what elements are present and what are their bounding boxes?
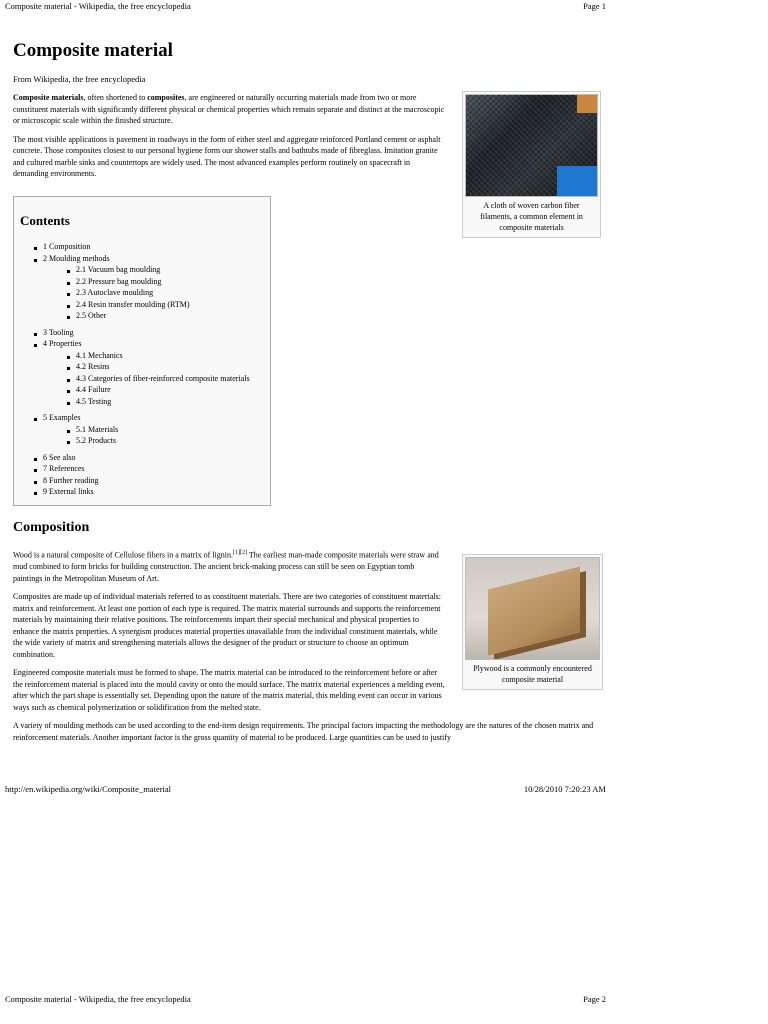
toc-subitem[interactable]: 4.3 Categories of fiber-reinforced composite materials (67, 373, 264, 385)
intro-paragraph-2: The most visible applications is pavement in roadways in the form of either steel and aggregate reinforced Portland cement or asphalt concrete. Those composites closest to our personal hygiene form our shower stalls and bathtubs made of fibreglass. Imitation granite and cultured marble sinks and countertops are widely used. The most advanced examples perform routinely on spacecraft in demanding environments. (13, 134, 441, 178)
page-header-title: Composite material - Wikipedia, the free encyclopedia (5, 1, 191, 11)
toc-item[interactable]: 4 Properties 4.1 Mechanics 4.2 Resins 4.3 Categories of fiber-reinforced composite materials 4.4 Failure 4.5 Testing (34, 338, 264, 407)
intro-paragraph: Composite materials, often shortened to composites, are engineered or naturally occurring materials made from two or more constituent materials with significantly different physical or chemical properties which remain separate and distinct at the macroscopic or microscopic scale within the finished structure. (13, 93, 445, 125)
carbon-fiber-image[interactable] (465, 94, 598, 197)
toc-subitem[interactable]: 2.2 Pressure bag moulding (67, 276, 264, 288)
bold-term: Composite materials (13, 93, 84, 102)
toc-subitem[interactable]: 5.2 Products (67, 435, 264, 447)
toc-subitem[interactable]: 2.5 Other (67, 310, 264, 322)
toc-item[interactable]: 2 Moulding methods 2.1 Vacuum bag moulding 2.2 Pressure bag moulding 2.3 Autoclave moulding 2.4 Resin transfer moulding (RTM) 2.5 Other (34, 253, 264, 322)
toc-subitem[interactable]: 2.1 Vacuum bag moulding (67, 264, 264, 276)
toc-subitem[interactable]: 5.1 Materials (67, 424, 264, 436)
toc-subitem[interactable]: 2.4 Resin transfer moulding (RTM) (67, 299, 264, 311)
composition-paragraph-4: A variety of moulding methods can be used according to the end-item design requirements. The principal factors impacting the methodology are the natures of the chosen matrix and reinforcement materials. Another important factor is the gross quantity of material to be produced. Large quantities can be used to justify (13, 721, 594, 742)
composition-paragraph-3: Engineered composite materials must be formed to shape. The matrix material can be introduced to the reinforcement before or after the reinforcement material is placed into the mould cavity or onto the mould surface. The matrix material experiences a melding event, after which the part shape is essentially set. Depending upon the nature of the matrix material, this melding event can occur in various ways such as chemical polymerization or solidification from the melted state. (13, 668, 445, 712)
article-source: From Wikipedia, the free encyclopedia (13, 74, 146, 84)
toc-item[interactable]: 7 References (34, 463, 264, 475)
citation-link[interactable]: [1][2] (232, 550, 247, 556)
toc-item[interactable]: 1 Composition (34, 241, 264, 253)
composition-paragraph-2: Composites are made up of individual materials referred to as constituent materials. There are two categories of constituent materials: matrix and reinforcement. At least one portion of each type is required. The matrix material surrounds and supports the reinforcement materials by maintaining their relative positions. The reinforcements impart their special mechanical and physical properties to enhance the matrix properties. A synergism produces material properties unavailable from the individual constituent materials, while the wide variety of matrix and strengthening materials allows the designer of the product or structure to choose an optimum combination. (13, 592, 441, 659)
toc-item[interactable]: 8 Further reading (34, 475, 264, 487)
toc-item[interactable]: 5 Examples 5.1 Materials 5.2 Products (34, 412, 264, 447)
bold-term: composites (147, 93, 185, 102)
toc-subitem[interactable]: 4.4 Failure (67, 384, 264, 396)
page-title: Composite material (13, 40, 173, 61)
page-number: Page 1 (583, 1, 606, 11)
footer-datetime: 10/28/2010 7:20:23 AM (523, 784, 606, 794)
footer-url: http://en.wikipedia.org/wiki/Composite_material (5, 784, 172, 794)
toc-item[interactable]: 6 See also (34, 452, 264, 464)
image-caption: Plywood is a commonly encountered composite material (473, 664, 592, 684)
toc-subitem[interactable]: 4.1 Mechanics (67, 350, 264, 362)
toc-subitem[interactable]: 4.5 Testing (67, 396, 264, 408)
image-caption: A cloth of woven carbon fiber filaments, a common element in composite materials (480, 201, 583, 232)
toc-title: Contents (20, 213, 70, 228)
page-number: Page 2 (583, 994, 606, 1004)
toc-subitem[interactable]: 2.3 Autoclave moulding (67, 287, 264, 299)
thumbnail-plywood (462, 554, 603, 690)
plywood-image[interactable] (465, 557, 600, 660)
composition-paragraph-1: Wood is a natural composite of Cellulose fibers in a matrix of lignin.[1][2] The earliest man-made composite materials were straw and mud combined to form bricks for building construction. The ancient brick-making process can still be seen on Egyptian tomb paintings in the Metropolitan Museum of Art. (13, 550, 439, 583)
section-heading-composition: Composition (13, 520, 90, 535)
toc-item[interactable]: 3 Tooling (34, 327, 264, 339)
page-header-title: Composite material - Wikipedia, the free encyclopedia (5, 994, 191, 1004)
table-of-contents (13, 196, 271, 506)
thumbnail-carbon-fiber (462, 91, 601, 238)
toc-item[interactable]: 9 External links (34, 486, 264, 498)
toc-subitem[interactable]: 4.2 Resins (67, 361, 264, 373)
